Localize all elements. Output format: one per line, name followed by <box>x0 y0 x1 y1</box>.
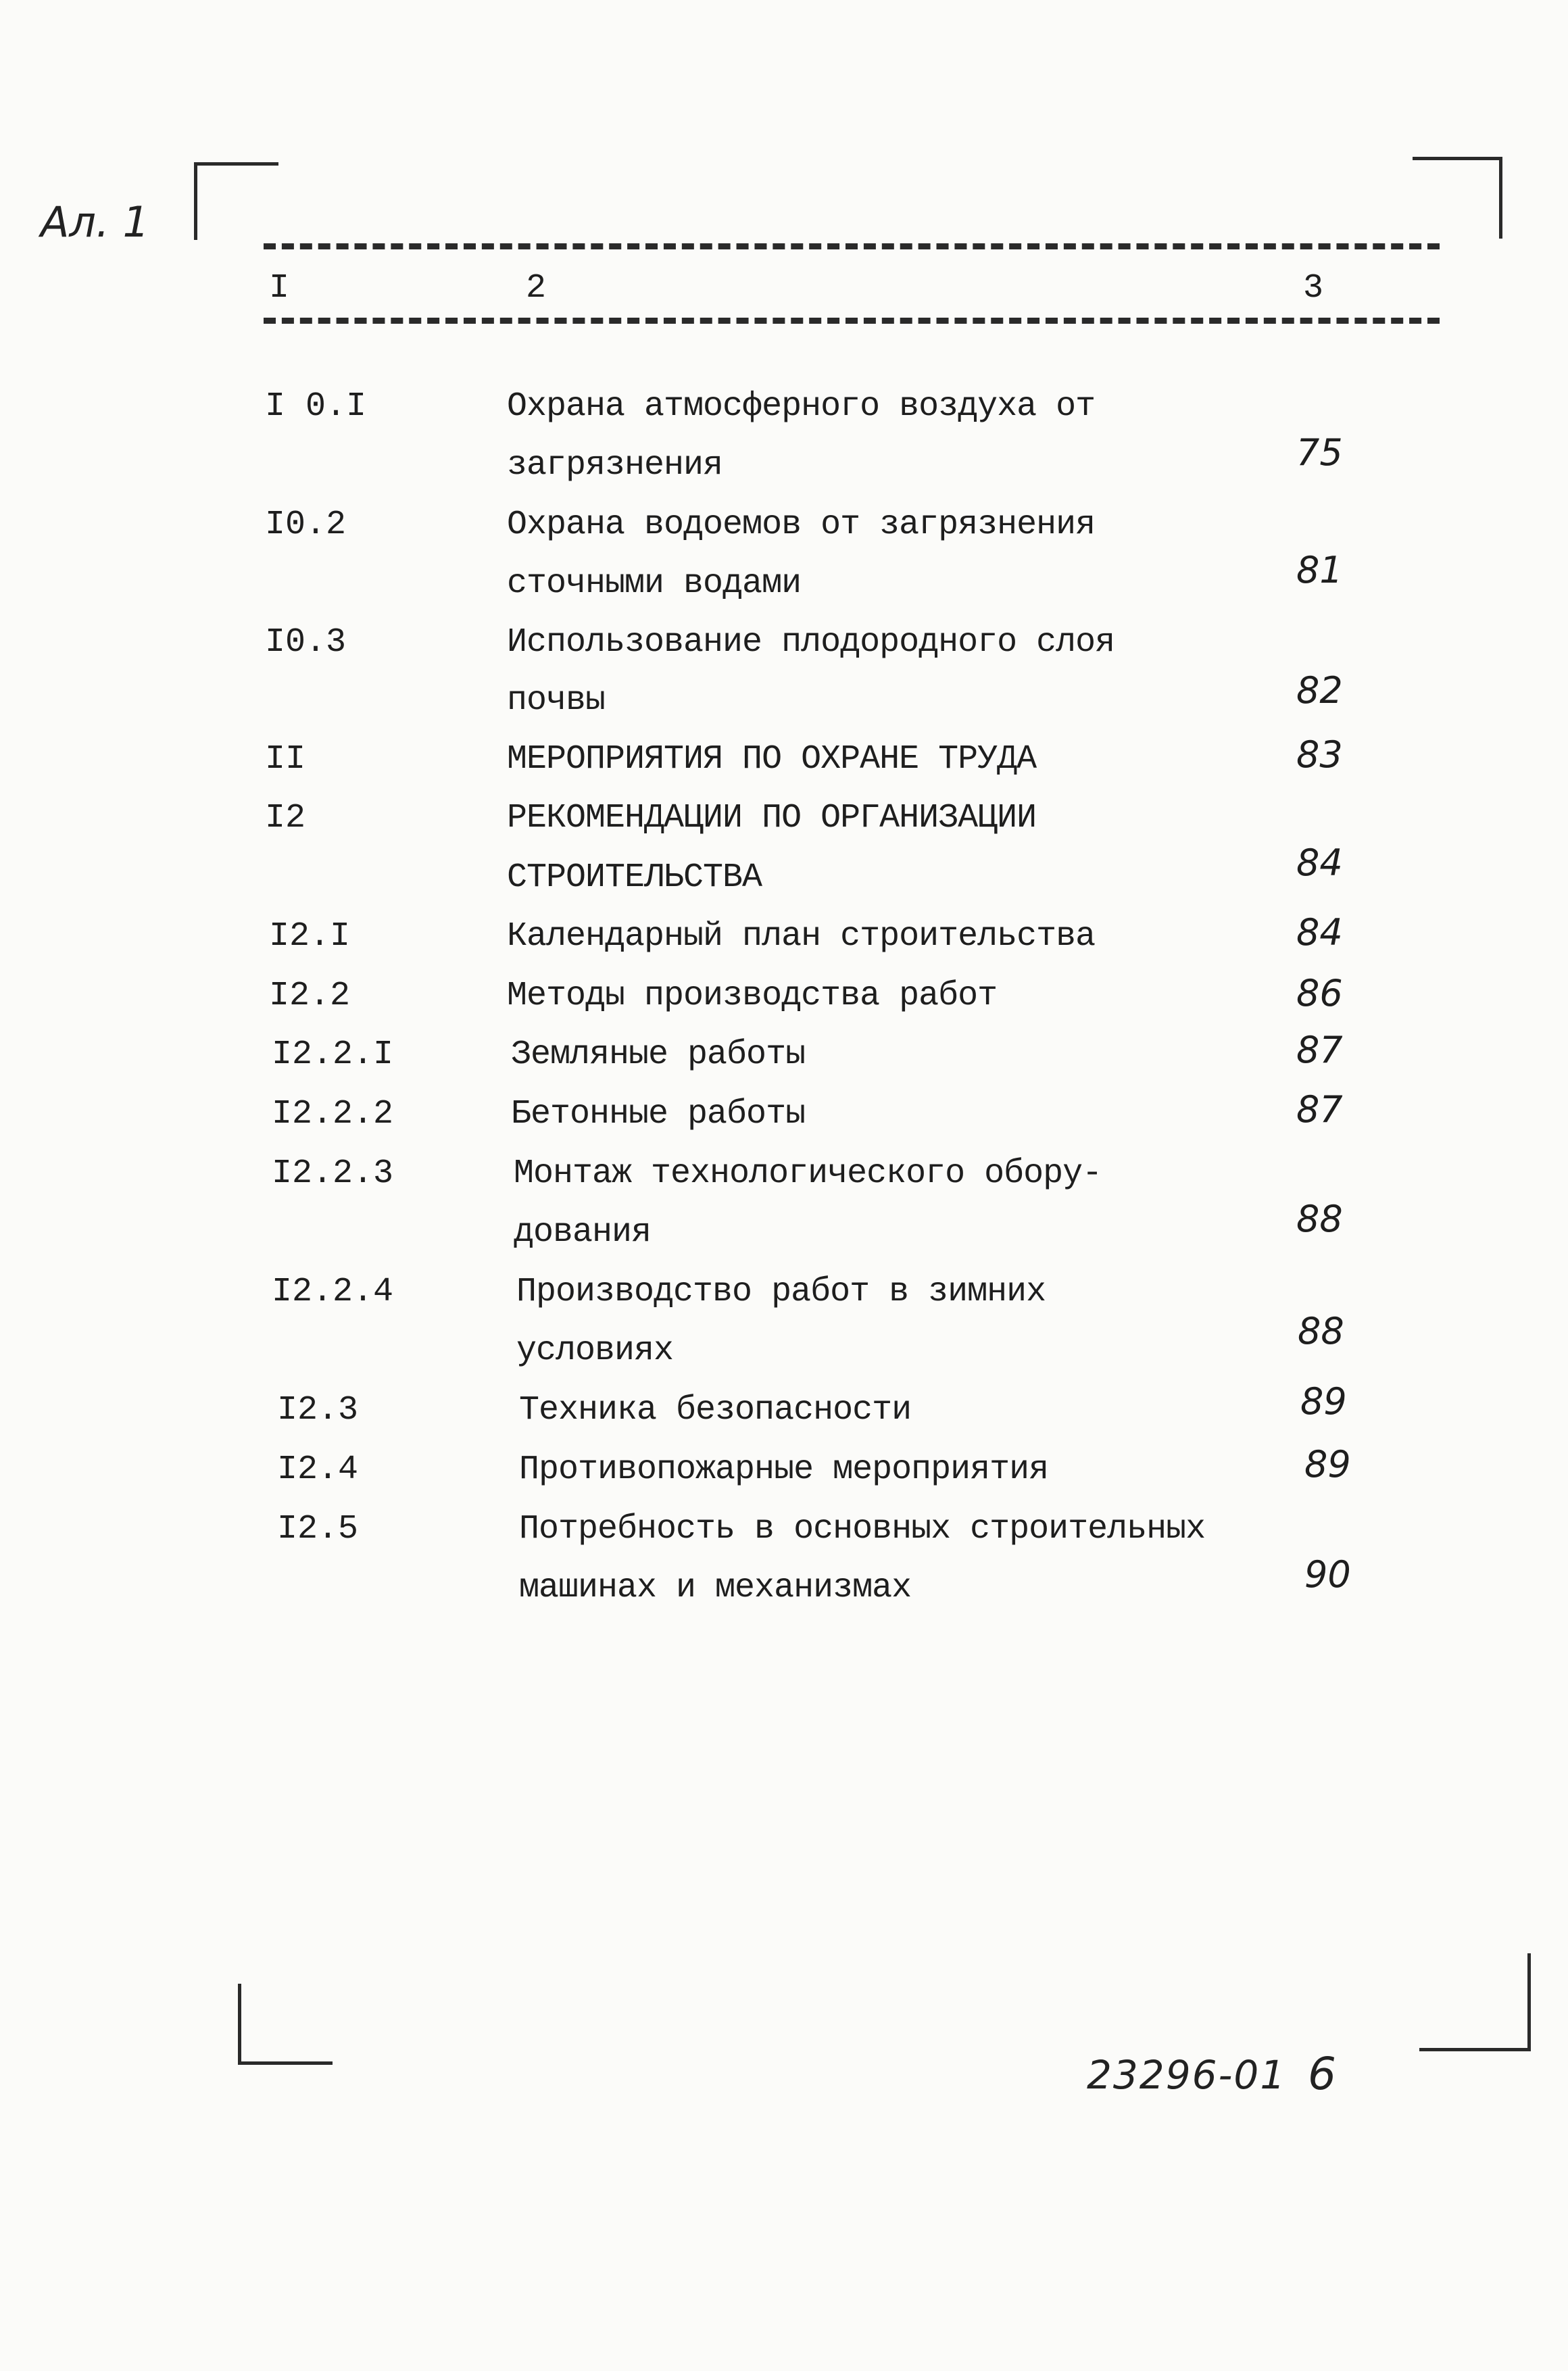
section-number: I2.4 <box>277 1450 359 1489</box>
section-title: Потребность в основных строительных <box>519 1510 1206 1548</box>
column-header-3: 3 <box>1303 269 1324 308</box>
page-number: 90 <box>1304 1553 1351 1596</box>
section-title: Охрана атмосферного воздуха от <box>507 387 1096 426</box>
page-number: 84 <box>1296 911 1343 954</box>
page-number: 88 <box>1296 1198 1343 1240</box>
section-number: I2.2.3 <box>272 1154 394 1193</box>
section-title: Методы производства работ <box>507 977 998 1015</box>
section-title: Бетонные работы <box>511 1095 806 1133</box>
column-header-2: 2 <box>526 269 547 308</box>
document-number: 23296-01 <box>1087 2052 1287 2098</box>
corner-bracket-bottom-left <box>238 1984 333 2065</box>
section-title: Охрана водоемов от загрязнения <box>507 506 1096 544</box>
section-number: I2.5 <box>277 1510 359 1548</box>
section-title: МЕРОПРИЯТИЯ ПО ОХРАНЕ ТРУДА <box>507 740 1037 779</box>
header-rule-top <box>264 243 1440 249</box>
section-number: I2.I <box>269 917 351 956</box>
section-title: Монтаж технологического обору- <box>514 1154 1102 1193</box>
section-title: почвы <box>507 681 606 720</box>
corner-bracket-bottom-right <box>1419 1953 1531 2051</box>
corner-bracket-top-left <box>194 162 278 240</box>
page-number: 83 <box>1296 733 1343 776</box>
section-title: Земляные работы <box>511 1035 806 1074</box>
corner-bracket-top-right <box>1413 157 1502 239</box>
page-number: 87 <box>1296 1088 1343 1131</box>
section-number: I2.2.4 <box>272 1273 394 1311</box>
margin-note: Ал. 1 <box>41 197 149 247</box>
section-number: I0.3 <box>265 623 347 662</box>
section-number: I2.2.I <box>272 1035 394 1074</box>
page-number: 89 <box>1304 1443 1351 1486</box>
header-rule-bottom <box>264 318 1440 324</box>
section-number: I2.2 <box>269 977 351 1015</box>
section-title: Календарный план строительства <box>507 917 1096 956</box>
page-number: 88 <box>1298 1310 1344 1352</box>
section-number: I2.3 <box>277 1391 359 1429</box>
section-title: Противопожарные мероприятия <box>519 1450 1049 1489</box>
sheet-number: 6 <box>1308 2048 1336 2100</box>
section-number: I2 <box>265 799 306 837</box>
page-number: 89 <box>1300 1380 1347 1423</box>
section-title: Производство работ в зимних <box>516 1273 1046 1311</box>
section-title: условиях <box>516 1331 674 1370</box>
page-number: 87 <box>1296 1029 1343 1071</box>
section-number: I0.2 <box>265 506 347 544</box>
section-number: II <box>265 740 306 779</box>
section-title: Техника безопасности <box>519 1391 912 1429</box>
section-number: I2.2.2 <box>272 1095 394 1133</box>
page-number: 75 <box>1296 431 1343 474</box>
page-number: 82 <box>1296 669 1343 712</box>
column-header-1: I <box>269 269 290 308</box>
section-title: дования <box>514 1213 652 1252</box>
section-title: Использование плодородного слоя <box>507 623 1115 662</box>
section-number: I 0.I <box>265 387 367 426</box>
section-title: СТРОИТЕЛЬСТВА <box>507 858 762 897</box>
section-title: сточными водами <box>507 564 802 603</box>
page-number: 86 <box>1296 972 1343 1015</box>
page-number: 81 <box>1296 549 1343 591</box>
page-number: 84 <box>1296 841 1343 884</box>
section-title: машинах и механизмах <box>519 1569 912 1607</box>
section-title: загрязнения <box>507 446 723 485</box>
section-title: РЕКОМЕНДАЦИИ ПО ОРГАНИЗАЦИИ <box>507 799 1037 837</box>
